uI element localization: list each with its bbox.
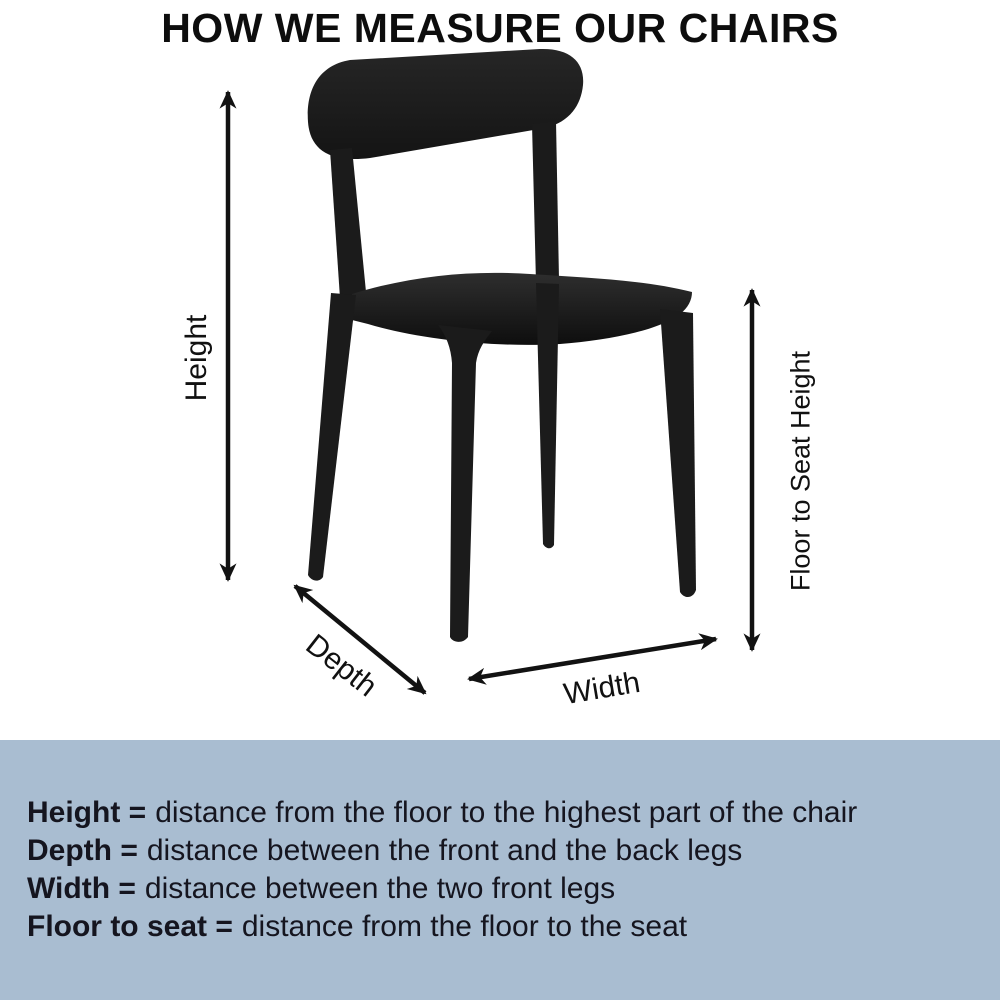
width-label: Width	[561, 665, 643, 712]
chair-front-right-leg	[660, 309, 696, 597]
chair-back-right-leg	[536, 283, 559, 548]
chair-left-back-post	[330, 148, 366, 298]
page-title: HOW WE MEASURE OUR CHAIRS	[161, 5, 839, 51]
chair-right-back-post	[532, 121, 559, 283]
legend-definition: distance from the floor to the seat	[241, 910, 688, 943]
height-label: Height	[180, 314, 213, 402]
legend-panel	[0, 740, 1000, 1000]
chair-back-left-leg	[308, 293, 356, 581]
legend-definition: distance from the floor to the highest part of the chair	[155, 796, 858, 829]
legend-row-height	[27, 794, 980, 832]
legend-definition: distance between the front and the back legs	[146, 834, 743, 867]
legend-term: Width =	[27, 872, 136, 905]
legend-term: Depth =	[27, 834, 138, 867]
floor-to-seat-label: Floor to Seat Height	[785, 350, 816, 592]
depth-label: Depth	[299, 627, 384, 704]
legend-row-depth	[27, 832, 980, 870]
legend-row-floor-to-seat	[27, 908, 980, 946]
chair-illustration	[308, 49, 696, 642]
chair-seat	[352, 273, 692, 345]
legend-term: Floor to seat =	[27, 910, 233, 943]
chair-front-left-leg	[438, 325, 492, 642]
legend-definition: distance between the two front legs	[144, 872, 616, 905]
legend-term: Height =	[27, 796, 147, 829]
legend-row-width	[27, 870, 980, 908]
